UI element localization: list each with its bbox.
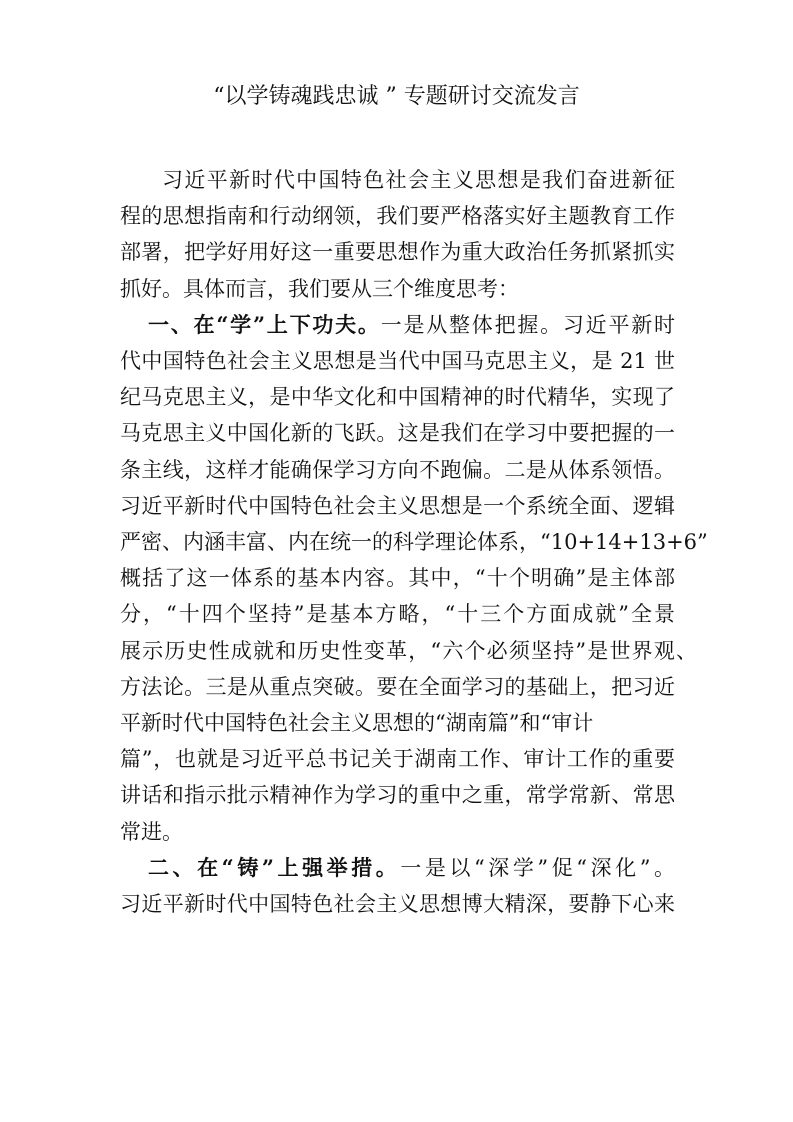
section-heading: 二、在“铸”上强举措。 <box>148 854 401 880</box>
line-text: 平新时代中国特色社会主义思想的“湖南篇”和“审计 <box>120 711 594 735</box>
line-text: 概括了这一体系的基本内容。其中，“十个明确”是主体部 <box>120 566 675 591</box>
paragraph-line <box>120 493 675 519</box>
line-text: 马克思主义中国化新的飞跃。这是我们在学习中要把握的一 <box>120 421 675 446</box>
paragraph-line <box>120 782 675 808</box>
paragraph-line <box>148 312 675 338</box>
line-text: 常进。 <box>120 819 183 844</box>
line-text: 篇”，也就是习近平总书记关于湖南工作、审计工作的重要 <box>120 747 675 772</box>
paragraph-line <box>120 674 675 700</box>
paragraph-line <box>120 348 675 374</box>
line-text: 部署，把学好用好这一重要思想作为重大政治任务抓紧抓实 <box>120 240 675 265</box>
paragraph-line <box>148 855 675 881</box>
paragraph-line <box>120 638 697 664</box>
line-text: 严密、内涵丰富、内在统一的科学理论体系，“10+14+13+6” <box>120 530 708 554</box>
line-text: 习近平新时代中国特色社会主义思想博大精深，要静下心来 <box>120 892 675 916</box>
paragraph-line <box>120 710 675 736</box>
paragraph-line <box>120 420 675 446</box>
document-title: “以学铸魂践忠诚 ” 专题研讨交流发言 <box>213 84 580 109</box>
line-text: 纪马克思主义，是中华文化和中国精神的时代精华，实现了 <box>120 385 675 410</box>
line-text: 方法论。三是从重点突破。要在全面学习的基础上，把习近 <box>120 674 675 699</box>
line-text: 一是从整体把握。习近平新时 <box>380 312 675 337</box>
line-text: 一是以“深学”促“深化”。 <box>400 855 675 880</box>
paragraph-line <box>120 529 708 555</box>
paragraph-line <box>120 819 675 845</box>
paragraph-line <box>120 276 675 302</box>
line-text: 展示历史性成就和历史性变革，“六个必须坚持”是世界观、 <box>120 638 697 663</box>
paragraph-line <box>120 601 675 627</box>
line-text: 分，“十四个坚持”是基本方略，“十三个方面成就”全景 <box>120 602 675 627</box>
line-text: 习近平新时代中国特色社会主义思想是一个系统全面、逻辑 <box>120 493 675 518</box>
paragraph-line <box>162 167 675 193</box>
paragraph-line <box>120 239 675 265</box>
paragraph-line <box>120 203 675 229</box>
line-text: 习近平新时代中国特色社会主义思想是我们奋进新征 <box>162 168 675 192</box>
paragraph-line <box>120 457 675 483</box>
paragraph-line <box>120 565 675 591</box>
line-text: 程的思想指南和行动纲领，我们要严格落实好主题教育工作 <box>120 204 675 229</box>
line-text: 代中国特色社会主义思想是当代中国马克思主义，是 21 世 <box>120 349 675 373</box>
paragraph-line <box>120 746 675 772</box>
section-heading: 一、在“学”上下功夫。 <box>148 311 381 337</box>
paragraph-line <box>120 891 675 917</box>
line-text: 条主线，这样才能确保学习方向不跑偏。二是从体系领悟。 <box>120 457 675 482</box>
line-text: 抓好。具体而言，我们要从三个维度思考： <box>120 276 519 301</box>
paragraph-line <box>120 384 675 410</box>
line-text: 讲话和指示批示精神作为学习的重中之重，常学常新、常思 <box>120 783 675 808</box>
